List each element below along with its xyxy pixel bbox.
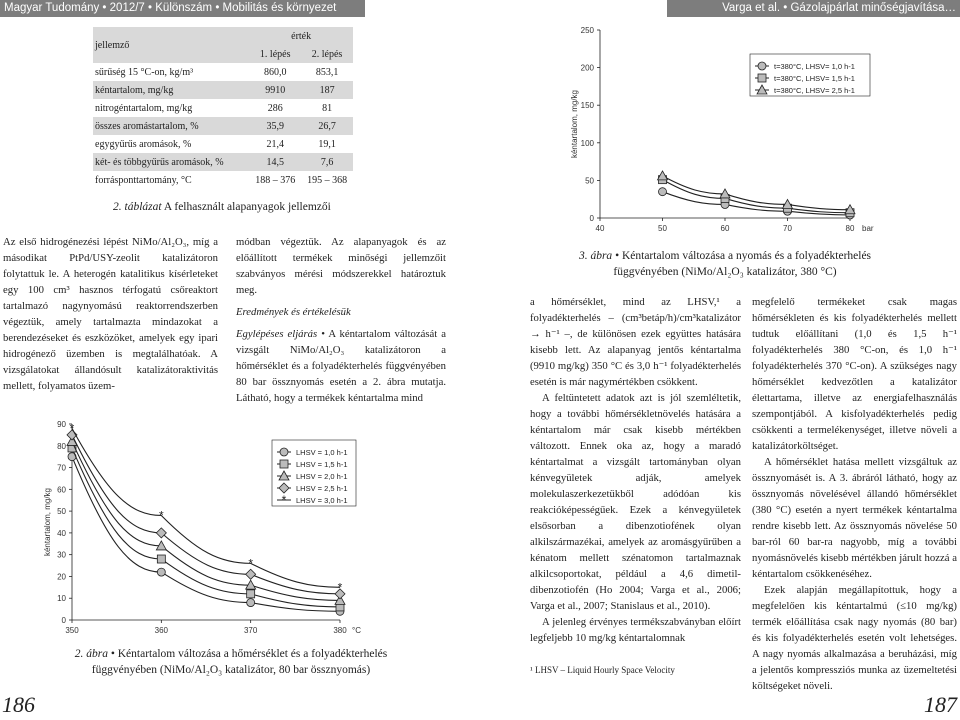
table-row	[93, 135, 353, 153]
y-tick-label: 20	[57, 572, 66, 582]
table-row	[93, 117, 353, 135]
row-value-step2: 853,1	[315, 66, 339, 78]
data-point	[659, 188, 667, 196]
y-axis-label: kéntartalom, mg/kg	[43, 487, 52, 557]
right2-paragraph-3: Ezek alapján megállapítottuk, hogy a megfelelően kis kéntartalmú (≤10 mg/kg) termék előállítása csak nagy nyomás (80 bar) és kis folyadékterhelés esetén volt lehetséges. A nagy nyomás alkalmazása a beruházási, míg a jelentős kompressziós munka az üzemeltetési költségeket növeli.	[752, 584, 957, 692]
row-value-step2: 19,1	[318, 138, 336, 150]
legend-label: LHSV = 2,0 h-1	[296, 472, 348, 481]
data-point	[247, 599, 255, 607]
data-point	[247, 590, 255, 598]
legend-marker	[280, 460, 288, 468]
middle-text-column	[236, 234, 446, 406]
table-row	[93, 63, 353, 81]
mid-paragraph-1: módban végeztük. Az alapanyagok és az előállított termékek minőségi jellemzőit szabványos mérési módszerekkel határoztuk meg.	[236, 236, 446, 296]
row-label: sűrűség 15 °C-on, kg/m³	[95, 66, 194, 78]
x-tick-label: 50	[658, 224, 667, 233]
legend-marker	[758, 74, 766, 82]
row-value-step2: 26,7	[301, 117, 353, 135]
row-label: forrásponttartomány, °C	[95, 174, 192, 186]
right1-paragraph-2: A feltüntetett adatok azt is jól szemléltetik, hogy a további hőmérsékletnövelés hatására a kéntartalom már csak kisebb mértékben változott. Ennek oka az, hogy a maradó kéntartalmat a vizsgált tartományban olyan kénvegyületek adják, amelyek molekulaszerkezetükből adódóan kis reakcióképességűek. Ezek a kénvegyületek elsősorban a dibenzotiofének olyan alkilszármazékai, amelyek az aromásgyűrűben a kénatom mellett szénatomon tartalmaznak alkilcsoportokat, például a 4,6 dimetil-dibenzotiofén (Ho 2004; Varga et al., 2006; Varga et al., 2007; Stanislaus et al., 2010).	[530, 392, 741, 612]
y-tick-label: 50	[585, 176, 594, 186]
table-row	[93, 81, 353, 99]
data-point	[246, 569, 256, 579]
figure-3-caption-num: 3. ábra	[578, 250, 613, 262]
properties-table	[93, 27, 353, 189]
chart-temperature	[40, 412, 390, 644]
y-tick-label: 100	[580, 138, 594, 148]
x-tick-label: 40	[595, 224, 605, 233]
col-header-step2: 2. lépés	[301, 45, 353, 63]
table-caption-num: 2. táblázat	[113, 201, 162, 213]
table-caption-text: A felhasznált alapanyagok jellemzői	[163, 201, 331, 213]
row-value-step1: 286	[267, 102, 283, 114]
row-value-step2: 81	[322, 102, 333, 114]
x-tick-label: 360	[154, 626, 169, 635]
single-step-heading: Egylépéses eljárás	[236, 328, 318, 340]
right2-paragraph-2: A hőmérséklet hatása mellett vizsgáltuk az össznyomásét is. A 3. ábráról látható, hogy az össznyomás növelésével állandó hőmérséklet (380 °C) esetén a nyert termékek kéntartalma rendre kisebb lett. Az össznyomás növelése 50 bar-ról 60 bar-ra nagyobb, míg a további nyomásnövelés kisebb mértékben járult hozzá a kéntartalom csökkenéséhez.	[752, 456, 957, 580]
table-row	[93, 153, 353, 171]
figure-3-caption	[560, 248, 890, 280]
table-row	[93, 171, 353, 189]
data-point: *	[69, 421, 75, 436]
y-tick-label: 90	[57, 420, 66, 429]
y-tick-label: 150	[580, 101, 594, 111]
footnote: ¹ LHSV – Liquid Hourly Space Velocity	[530, 665, 675, 675]
legend-label: LHSV = 1,5 h-1	[296, 460, 348, 469]
legend-label: LHSV = 1,0 h-1	[296, 448, 348, 457]
col-header-property: jellemző	[93, 27, 249, 63]
mid-paragraph-2-text: • A kéntartalom változását a vizsgált NiMo/Al₂O₃ katalizátoron a hőmérséklet és a folyadékterhelés függvényében 80 bar össznyomás esetén a 2. ábra mutatja. Látható, hogy a termékek kéntartalma mind	[236, 328, 447, 404]
y-tick-label: 0	[589, 214, 594, 223]
data-point	[157, 568, 165, 576]
row-value-step2: 195 – 368	[307, 174, 348, 186]
legend-marker	[758, 62, 766, 70]
figure-2-caption-num: 2. ábra	[74, 648, 108, 660]
page-number-right: 187	[924, 692, 957, 717]
x-tick-label: 70	[783, 224, 792, 233]
table-row	[93, 99, 353, 117]
right2-paragraph-1: megfelelő termékeket csak magas hőmérsékleten és kis folyadékterhelés mellett tudtuk előállítani (1,0 és 1,5 h⁻¹ folyadékterhelés 380 °C-on, és 1,0 h⁻¹ folyadékterhelés 370 °C-on). A szükséges nagy hőmérséklet kedvezőtlen a katalizátor élettartama, illetve az energiafelhasználás szempontjából. A kisfolyadékterhelés pedig csökkenti a termelékenységet, illetve növeli a katalizátorköltséget.	[752, 296, 957, 452]
legend-label: t=380°C, LHSV= 2,5 h-1	[774, 86, 855, 95]
legend-marker: *	[281, 493, 287, 507]
y-tick-label: 10	[57, 594, 66, 604]
y-tick-label: 250	[580, 26, 594, 35]
right-text-column-1	[530, 294, 741, 646]
legend-marker	[280, 448, 288, 456]
x-tick-label: 60	[720, 224, 730, 233]
row-value-step2: 7,6	[301, 153, 353, 171]
row-label: kéntartalom, mg/kg	[93, 81, 249, 99]
y-tick-label: 0	[61, 616, 66, 625]
row-value-step1: 14,5	[249, 153, 301, 171]
results-heading: Eredmények és értékelésük	[236, 306, 351, 318]
data-point: *	[158, 508, 164, 523]
y-tick-label: 200	[580, 63, 594, 73]
row-value-step1: 35,9	[249, 117, 301, 135]
x-tick-label: 80	[845, 224, 855, 233]
legend-label: LHSV = 3,0 h-1	[296, 496, 348, 505]
right1-paragraph-1: a hőmérséklet, mind az LHSV,¹ a folyadékterhelés – (cm³betáp/h)/cm³katalizátor → h⁻¹ –, de különösen ezek együttes hatására kisebb lett. Az alapanyag jentős kéntartalma (9910 mg/kg) 350 °C és 3,0 h⁻¹ folyadékterhelés esetén is már nagymértékben csökkent.	[530, 296, 741, 388]
x-tick-label: 370	[243, 626, 258, 635]
x-tick-label: 350	[65, 626, 79, 635]
data-point: *	[337, 580, 343, 595]
col-header-step1: 1. lépés	[249, 45, 301, 63]
chart-pressure	[565, 20, 895, 245]
y-tick-label: 60	[57, 485, 66, 495]
right1-paragraph-3: A jelenleg érvényes termékszabványban előírt legfeljebb 10 mg/kg kéntartalomnak	[530, 616, 741, 644]
x-axis-label: bar	[862, 224, 874, 233]
col-header-value: érték	[249, 27, 353, 45]
data-point	[157, 555, 165, 563]
row-label: egygyűrűs aromások, %	[95, 138, 192, 150]
mid-paragraph-2	[236, 326, 446, 406]
page-number-left: 186	[2, 692, 35, 717]
running-header-right: Varga et al. • Gázolajpárlat minőségjavítása…	[667, 0, 960, 17]
x-tick-label: 380	[333, 626, 347, 635]
row-label: nitrogéntartalom, mg/kg	[95, 102, 193, 114]
right-text-column-2	[752, 294, 957, 694]
row-value-step1: 21,4	[266, 138, 284, 150]
y-axis-label: kéntartalom, mg/kg	[570, 89, 579, 159]
row-label: összes aromástartalom, %	[93, 117, 249, 135]
legend-label: t=380°C, LHSV= 1,5 h-1	[774, 74, 855, 83]
row-label: két- és többgyűrűs aromások, %	[93, 153, 249, 171]
series-line	[663, 180, 851, 213]
figure-3-caption-text: • Kéntartalom változása a nyomás és a folyadékterhelés függvényében (NiMo/Al₂O₃ katalizátor, 380 °C)	[613, 250, 872, 278]
running-header-left: Magyar Tudomány • 2012/7 • Különszám • Mobilitás és környezet	[0, 0, 365, 17]
x-axis-label: °C	[352, 626, 361, 635]
figure-2-caption	[56, 646, 406, 678]
row-value-step1: 860,0	[263, 66, 287, 78]
legend-label: LHSV = 2,5 h-1	[296, 484, 348, 493]
data-point: *	[248, 556, 254, 571]
y-tick-label: 70	[57, 463, 66, 473]
table-caption	[113, 201, 331, 213]
left-paragraph: Az első hidrogénezési lépést NiMo/Al₂O₃, míg a másodikat PtPd/USY-zeolit katalizátoron folytattuk le. A heterogén katalitikus kísérleteket egy 100 cm³ hasznos térfogatú csőreaktort tartalmazó nagynyomású reaktorrendszerben végeztük, amely tartalmazta mindazokat a berendezéseket és eszközöket, amelyek egy ipari hidrogénező üzemben is megtalálhatóak. A vizsgálatokat állandósult katalizátoraktivitás mellett, folyamatos üzem-	[3, 236, 218, 392]
row-value-step1: 9910	[249, 81, 301, 99]
y-tick-label: 30	[57, 550, 66, 560]
row-value-step2: 187	[301, 81, 353, 99]
y-tick-label: 80	[57, 441, 66, 451]
y-tick-label: 50	[57, 507, 66, 517]
left-text-column	[3, 234, 218, 394]
legend-label: t=380°C, LHSV= 1,0 h-1	[774, 62, 855, 71]
row-value-step1: 188 – 376	[255, 174, 296, 186]
figure-2-caption-text: • Kéntartalom változása a hőmérséklet és a folyadékterhelés függvényében (NiMo/Al₂O₃ katalizátor, 80 bar össznyomás)	[91, 648, 388, 676]
y-tick-label: 40	[57, 528, 66, 538]
